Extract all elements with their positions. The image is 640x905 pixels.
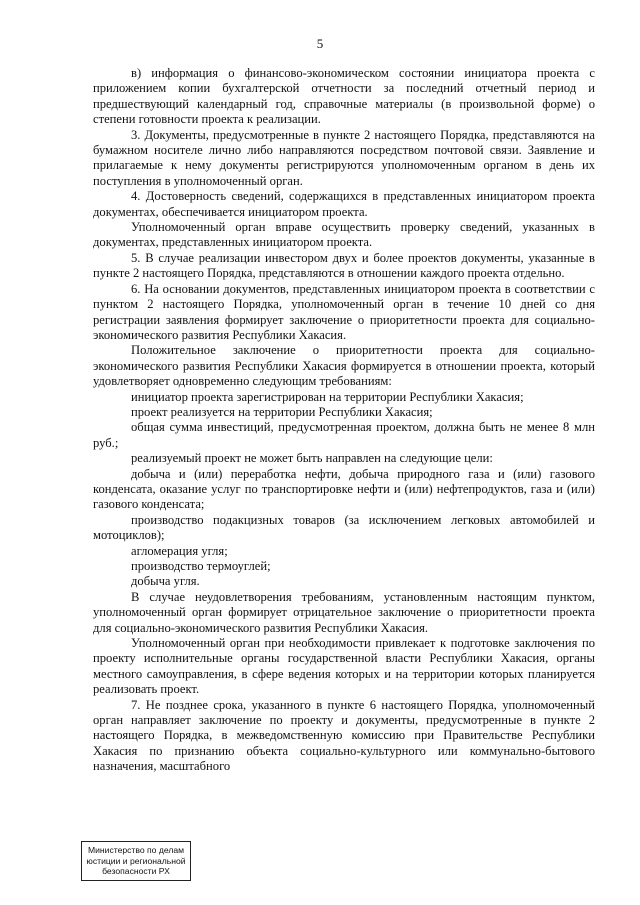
stamp-line: безопасности РХ bbox=[102, 866, 170, 876]
exclusion-coal-agglomeration: агломерация угля; bbox=[131, 543, 228, 558]
document-body bbox=[93, 66, 595, 775]
requirement-territory: проект реализуется на территории Республики Хакасия; bbox=[131, 404, 433, 419]
paragraph-involvement: Уполномоченный орган при необходимости привлекает к подготовке заключения по проекту исполнительные органы государственной власти Республики Хакасия, органы местного самоуправления, в сфере ведения которых и на территории которых планируется реализовать проект. bbox=[93, 636, 595, 697]
paragraph-item-5: 5. В случае реализации инвестором двух и более проектов документы, указанные в пункте 2 настоящего Порядка, представляются в отношении каждого проекта отдельно. bbox=[93, 250, 595, 281]
requirement-exclusions: реализуемый проект не может быть направлен на следующие цели: bbox=[131, 451, 493, 466]
exclusion-oil-gas: добыча и (или) переработка нефти, добыча природного газа и (или) газового конденсата, оказание услуг по транспортировке нефти и (или) нефтепродуктов, газа и (или) газового конденсата; bbox=[93, 466, 595, 512]
paragraph-item-6: 6. На основании документов, представленных инициатором проекта в соответствии с пунктом 2 настоящего Порядка, уполномоченный орган в течение 10 дней со дня регистрации заявления формирует заключение о приоритетности проекта для социально-экономического развития Республики Хакасия. bbox=[93, 281, 595, 342]
paragraph-negative-conclusion: В случае неудовлетворения требованиям, установленным настоящим пунктом, уполномоченный орган формирует отрицательное заключение о приоритетности проекта для социально-экономического развития Республики Хакасия. bbox=[93, 589, 595, 635]
requirement-investment: общая сумма инвестиций, предусмотренная проектом, должна быть не менее 8 млн руб.; bbox=[93, 420, 595, 450]
exclusion-thermocoal: производство термоуглей; bbox=[131, 559, 271, 573]
paragraph-verification: Уполномоченный орган вправе осуществить проверку сведений, указанных в документах, представленных инициатором проекта. bbox=[93, 220, 595, 250]
paragraph-item-7: 7. Не позднее срока, указанного в пункте 6 настоящего Порядка, уполномоченный орган направляет заключение по проекту и документы, предусмотренные в пункте 2 настоящего Порядка, в межведомственную комиссию при Правительстве Республики Хакасия по признанию объекта социально-культурного или коммунально-бытового назначения, масштабного bbox=[93, 697, 595, 774]
paragraph-item-3: 3. Документы, предусмотренные в пункте 2 настоящего Порядка, представляются на бумажном носителе лично либо направляются посредством почтовой связи. Заявление и прилагаемые к нему документы регистрируются уполномоченным органом в день их поступления в уполномоченный орган. bbox=[93, 127, 595, 188]
paragraph-financial-info: в) информация о финансово-экономическом состоянии инициатора проекта с приложением копии бухгалтерской отчетности за последний отчетный период и предшествующий календарный год, справочные материалы (в произвольной форме) о степени готовности проекта к реализации. bbox=[93, 66, 595, 127]
exclusion-excise: производство подакцизных товаров (за исключением легковых автомобилей и мотоциклов); bbox=[93, 512, 595, 543]
paragraph-item-4: 4. Достоверность сведений, содержащихся в представленных инициатором проекта документах, обеспечивается инициатором проекта. bbox=[93, 189, 595, 219]
requirement-registered: инициатор проекта зарегистрирован на территории Республики Хакасия; bbox=[131, 389, 524, 404]
ministry-stamp bbox=[81, 841, 191, 881]
page-number: 5 bbox=[316, 36, 324, 51]
stamp-line: юстиции и региональной bbox=[86, 855, 186, 866]
exclusion-coal-mining: добыча угля. bbox=[131, 574, 200, 589]
stamp-line: Министерство по делам bbox=[87, 845, 185, 855]
paragraph-positive-conclusion: Положительное заключение о приоритетности проекта для социально-экономического развития Республики Хакасия формируется в отношении проекта, который удовлетворяет одновременно следующим требованиям: bbox=[93, 343, 595, 389]
